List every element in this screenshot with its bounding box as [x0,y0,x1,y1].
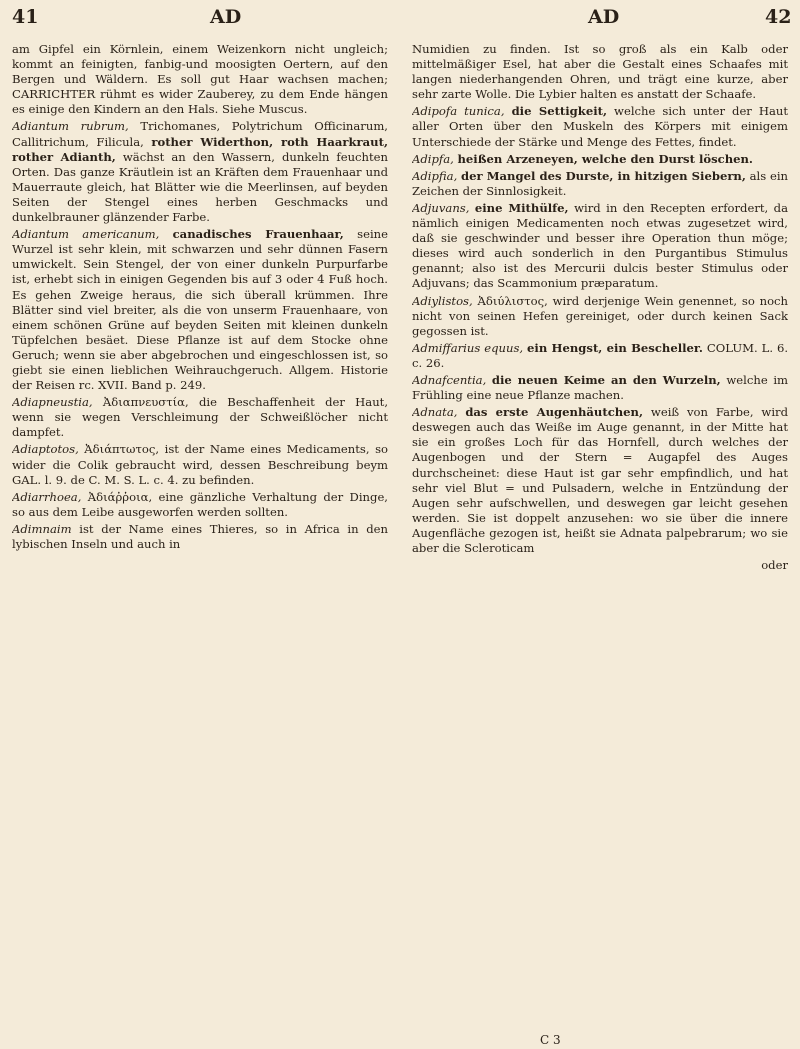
dictionary-entry [412,373,788,403]
entry-term: Adipofa tunica, [412,104,505,119]
entry-rest: ist der Name eines Medicaments, so wider die Colik gebraucht wird, dessen Beschreibung beym GAL. l. 9. de C. M. S. L. c. 4. zu befinden. [12,442,388,487]
page-number-right: 42 [765,6,792,28]
entry-def: Ἀδιαπνευστία, [102,395,189,410]
entry-term: Adiaptotos, [12,442,79,457]
dictionary-entry [412,201,788,292]
entry-def: Ἀδιάπτωτος, [84,442,160,457]
dictionary-entry [412,104,788,149]
entry-term: Adiylistos, [412,293,473,308]
entry-rest: welche sich unter der Haut aller Orten über den Muskeln des Körpers mit einigem Unterschiede der Stärke und Menge des Fettes, findet. [412,104,788,149]
entry-name: ein Hengst, ein Bescheller. [527,340,703,355]
entry-rest: ist der Name eines Thieres, so in Africa in den lybischen Inseln und auch in [12,521,388,551]
left-column [12,42,388,1037]
dictionary-entry [12,119,388,225]
entry-def: Trichomanes, Polytrichum Officinarum, Callitrichum, Filicula, [12,119,388,149]
running-head-right: AD [588,6,620,28]
page-number-left: 41 [12,6,39,28]
dictionary-entry [12,522,388,552]
entry-rest: welche im Frühling eine neue Pflanze machen. [412,372,788,403]
entry-name: die neuen Keime an den Wurzeln, [491,372,721,387]
dictionary-entry: am Gipfel ein Körnlein, einem Weizenkorn nicht ungleich; kommt an feinigten, fanbig-und moosigten Oertern, auf den Bergen und Wäldern. Es soll gut Haar wachsen machen; CARRICHTER rühmt es wider Zauberey, zu dem Ende hängen es einige den Kindern an den Hals. Siehe Muscus. [12,42,388,117]
entry-rest: als ein Zeichen der Sinnlosigkeit. [412,168,788,198]
entry-rest: COLUM. L. 6. c. 26. [412,340,788,370]
entry-term: Adiarrhoea, [12,489,82,504]
entry-rest: eine gänzliche Verhaltung der Dinge, so aus dem Leibe ausgeworfen werden sollten. [12,489,388,519]
entry-term: Adimnaim [12,521,72,536]
entry-rest: wächst an den Wassern, dunkeln feuchten Orten. Das ganze Kräutlein ist an Kräften dem Frauenhaar und Mauerraute gleich, hat Blätter wie die Meerlinsen, auf beyden Seiten der Stengel eines herben Geschmacks und dunkelbrauner glänzender Farbe. [12,149,388,225]
entry-term: Adiantum rubrum, [12,119,129,134]
dictionary-entry [412,405,788,556]
entry-def: Ἀδιύλιστος, [477,293,548,308]
entry-name: das erste Augenhäutchen, [465,405,644,420]
entry-term: Adiantum americanum, [12,227,160,242]
entry-rest: die Beschaffenheit der Haut, wenn sie wegen Verschleimung der Schweißlöcher nicht dampfet. [12,395,388,440]
catchword: oder [761,558,788,573]
signature-mark: C 3 [540,1033,561,1047]
dictionary-entry [12,442,388,487]
entry-name: eine Mithülfe, [474,200,569,215]
entry-term: Adjuvans, [412,200,470,215]
entry-term: Adipfa, [412,151,454,166]
entry-term: Adnafcentia, [412,372,487,387]
right-column [412,42,788,1037]
entry-name: die Settigkeit, [511,104,607,119]
dictionary-entry [412,294,788,339]
entry-name: rother Widerthon, roth Haarkraut, rother Adianth, [12,134,388,164]
page-header [0,0,800,36]
dictionary-entry [412,152,788,167]
entry-rest: seine Wurzel ist sehr klein, mit schwarzen und sehr dünnen Fasern umwickelt. Sein Stengel, der von einer dunkeln Purpurfarbe ist, erhebt sich in einigen Gegenden bis auf 3 oder 4 Fuß hoch. Es gehen Zweige heraus, die sich überall krümmen. Ihre Blätter sind viel breiter, als die von unserm Frauenhaare, von einem schönen Grüne auf beyden Seiten mit kleinen dunkeln Tüpfelchen besäet. Diese Pflanze ist auf dem Stocke ohne Geruch; wenn sie aber abgebrochen und eingeschlossen ist, so giebt sie einen lieblichen Weihrauchgeruch. Allgem. Historie der Reisen rc. XVII. Band p. 249. [12,227,388,393]
entry-name: der Mangel des Durste, in hitzigen Siebern, [461,168,746,183]
entry-term: Adipfia, [412,168,458,183]
entry-name: canadisches Frauenhaar, [172,227,344,242]
entry-term: Adnata, [412,405,458,420]
dictionary-entry [12,227,388,393]
entry-term: Admiffarius equus, [412,340,524,355]
dictionary-entry [412,169,788,199]
entry-rest: wird in den Recepten erfordert, da nämlich einigen Medicamenten noch etwas zugesetzet wird, daß sie geschwinder und besser ihre Operation thun möge; dieses wird auch sonderlich in den Purgantibus Stimulus genannt; also ist des Mercurii dulcis bester Stimulus oder Adjuvans; das Scammonium præparatum. [412,200,788,291]
entry-def: Ἀδιάῤῥοια, [87,489,153,504]
dictionary-entry: Numidien zu finden. Ist so groß als ein Kalb oder mittelmäßiger Esel, hat aber die Gestalt eines Schaafes mit langen niederhangenden Ohren, und trägt eine kurze, aber sehr zarte Wolle. Die Lybier halten es anstatt der Schaafe. [412,42,788,102]
entry-term: Adiapneustia, [12,395,93,410]
dictionary-entry [12,490,388,520]
entry-rest: weiß von Farbe, wird deswegen auch das Weiße im Auge genannt, in der Mitte hat sie ein großes Loch für das Hornfell, durch welches der Augenbogen und der Stern = Augapfel des Auges durchscheinet: diese Haut ist gar sehr empfindlich, und hat sehr viel Blut = und Pulsadern, welche in Entzündung der Augen sehr aufschwellen, und deswegen gar leicht gesehen werden. Sie ist doppelt anzusehen: wo sie über die innere Augenfläche gezogen ist, heißt sie Adnata palpebrarum; wo sie aber die Scleroticam [412,405,788,555]
running-head-left: AD [210,6,242,28]
entry-rest: wird derjenige Wein genennet, so noch nicht von seinen Hefen gereiniget, oder durch keinen Sack gegossen ist. [412,293,788,338]
dictionary-entry [12,395,388,440]
entry-name: heißen Arzeneyen, welche den Durst löschen. [457,151,753,166]
dictionary-entry [412,341,788,371]
